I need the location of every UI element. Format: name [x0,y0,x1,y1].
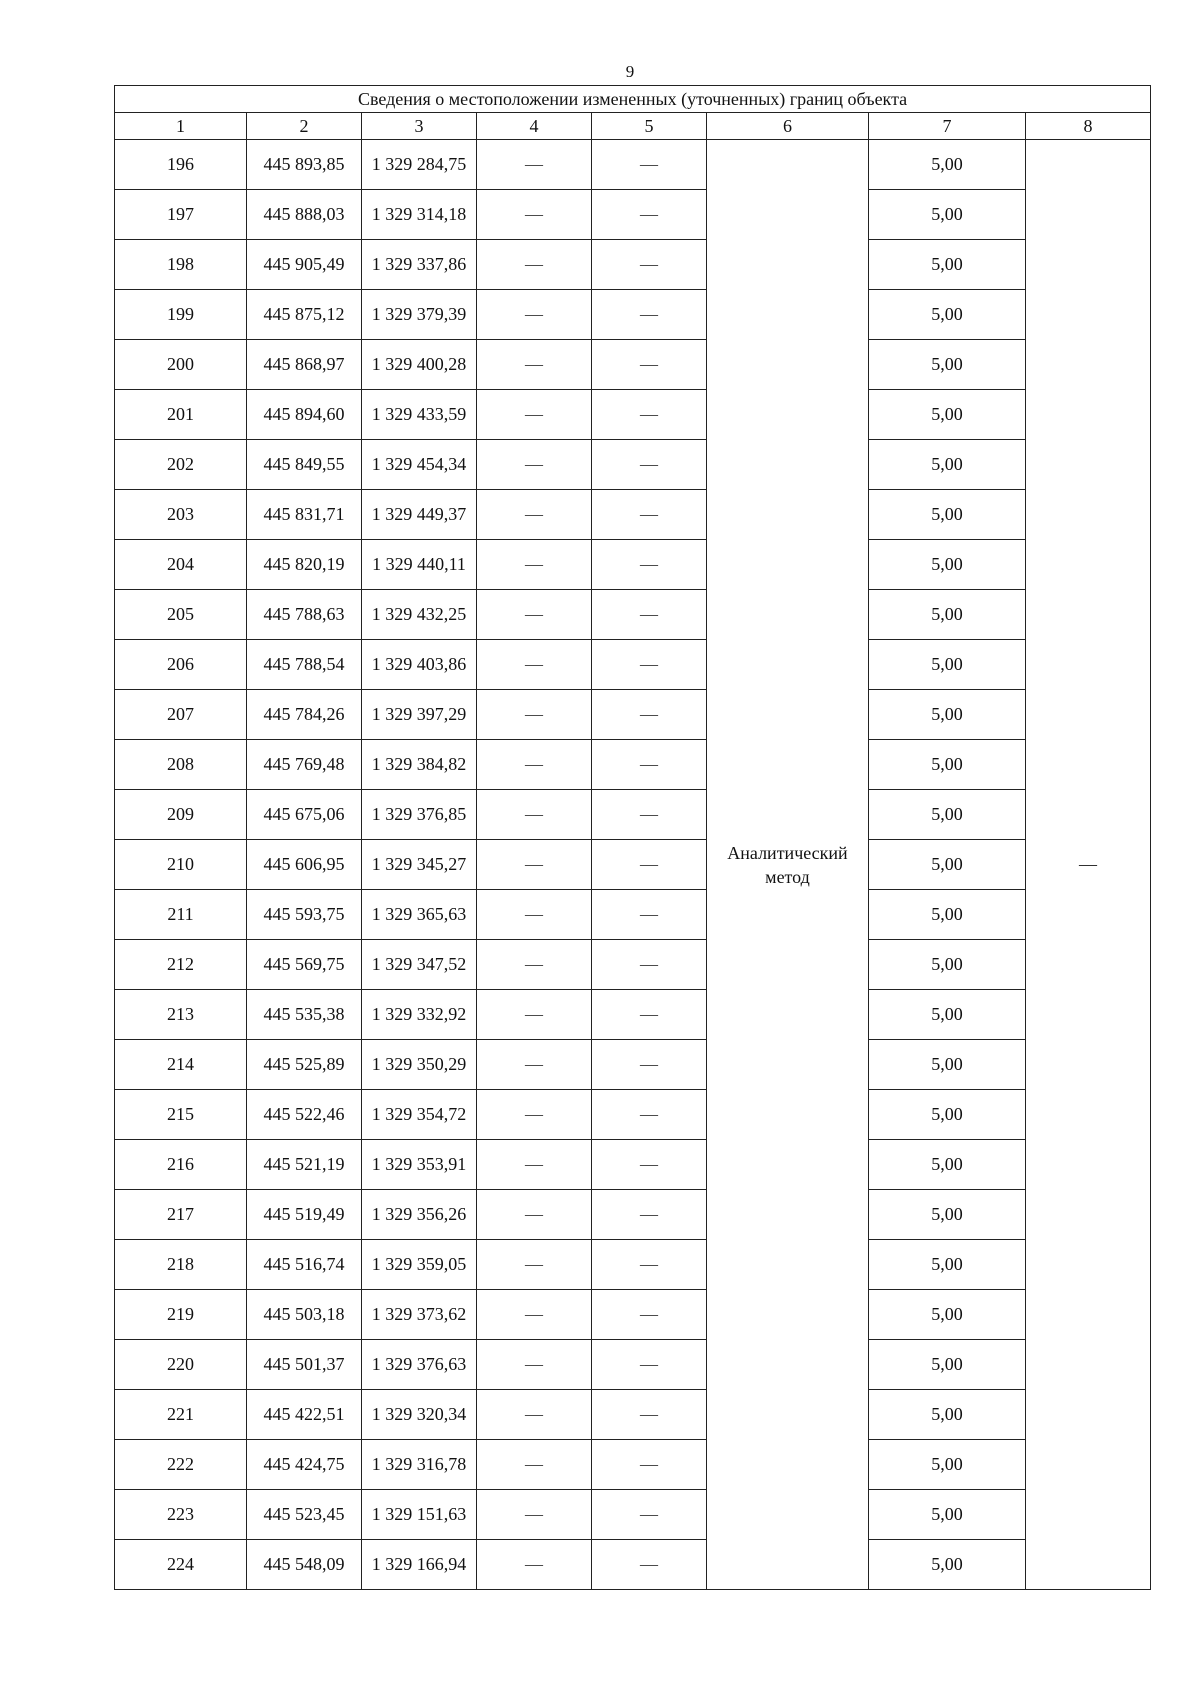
x-coordinate-cell: 445 424,75 [247,1440,362,1490]
x-coordinate-cell: 445 820,19 [247,540,362,590]
y-coordinate-cell: 1 329 345,27 [362,840,477,890]
column-4-cell: — [477,1540,592,1590]
column-4-cell: — [477,390,592,440]
table-row [115,140,1151,190]
table-row [115,690,1151,740]
column-5-cell: — [592,1040,707,1090]
column-5-cell: — [592,190,707,240]
point-number-cell: 213 [115,990,247,1040]
point-number-cell: 196 [115,140,247,190]
x-coordinate-cell: 445 788,54 [247,640,362,690]
point-number-cell: 214 [115,1040,247,1090]
column-number: 2 [247,113,362,140]
accuracy-cell: 5,00 [869,590,1026,640]
column-5-cell: — [592,640,707,690]
table-row [115,540,1151,590]
column-4-cell: — [477,840,592,890]
column-4-cell: — [477,1390,592,1440]
x-coordinate-cell: 445 422,51 [247,1390,362,1440]
table-row [115,990,1151,1040]
table-row [115,1390,1151,1440]
column-5-cell: — [592,1540,707,1590]
point-number-cell: 223 [115,1490,247,1540]
column-5-cell: — [592,490,707,540]
x-coordinate-cell: 445 784,26 [247,690,362,740]
table-row [115,940,1151,990]
column-4-cell: — [477,640,592,690]
x-coordinate-cell: 445 548,09 [247,1540,362,1590]
y-coordinate-cell: 1 329 354,72 [362,1090,477,1140]
accuracy-cell: 5,00 [869,540,1026,590]
y-coordinate-cell: 1 329 353,91 [362,1140,477,1190]
column-4-cell: — [477,1140,592,1190]
column-number-row [115,113,1151,140]
column-4-cell: — [477,490,592,540]
x-coordinate-cell: 445 894,60 [247,390,362,440]
table-body [115,140,1151,1590]
accuracy-cell: 5,00 [869,340,1026,390]
accuracy-cell: 5,00 [869,1140,1026,1190]
point-number-cell: 221 [115,1390,247,1440]
x-coordinate-cell: 445 905,49 [247,240,362,290]
column-4-cell: — [477,440,592,490]
accuracy-cell: 5,00 [869,1040,1026,1090]
accuracy-cell: 5,00 [869,1440,1026,1490]
x-coordinate-cell: 445 523,45 [247,1490,362,1540]
column-number: 5 [592,113,707,140]
column-5-cell: — [592,1340,707,1390]
column-5-cell: — [592,440,707,490]
accuracy-cell: 5,00 [869,1240,1026,1290]
accuracy-cell: 5,00 [869,690,1026,740]
column-5-cell: — [592,540,707,590]
y-coordinate-cell: 1 329 449,37 [362,490,477,540]
table-title: Сведения о местоположении измененных (уточненных) границ объекта [115,86,1151,113]
table-row [115,1290,1151,1340]
column-5-cell: — [592,140,707,190]
accuracy-cell: 5,00 [869,140,1026,190]
y-coordinate-cell: 1 329 337,86 [362,240,477,290]
y-coordinate-cell: 1 329 403,86 [362,640,477,690]
column-5-cell: — [592,990,707,1040]
y-coordinate-cell: 1 329 433,59 [362,390,477,440]
column-4-cell: — [477,340,592,390]
column-number: 3 [362,113,477,140]
table-row [115,840,1151,890]
y-coordinate-cell: 1 329 347,52 [362,940,477,990]
column-5-cell: — [592,840,707,890]
x-coordinate-cell: 445 516,74 [247,1240,362,1290]
accuracy-cell: 5,00 [869,440,1026,490]
accuracy-cell: 5,00 [869,890,1026,940]
column-5-cell: — [592,240,707,290]
column-5-cell: — [592,1440,707,1490]
point-number-cell: 204 [115,540,247,590]
column-4-cell: — [477,140,592,190]
x-coordinate-cell: 445 788,63 [247,590,362,640]
column-5-cell: — [592,940,707,990]
y-coordinate-cell: 1 329 432,25 [362,590,477,640]
accuracy-cell: 5,00 [869,190,1026,240]
x-coordinate-cell: 445 535,38 [247,990,362,1040]
point-number-cell: 211 [115,890,247,940]
y-coordinate-cell: 1 329 440,11 [362,540,477,590]
accuracy-cell: 5,00 [869,1290,1026,1340]
table-row [115,890,1151,940]
column-4-cell: — [477,1290,592,1340]
y-coordinate-cell: 1 329 316,78 [362,1440,477,1490]
y-coordinate-cell: 1 329 379,39 [362,290,477,340]
column-4-cell: — [477,940,592,990]
column-5-cell: — [592,1290,707,1340]
y-coordinate-cell: 1 329 373,62 [362,1290,477,1340]
table-title-row [115,86,1151,113]
point-number-cell: 222 [115,1440,247,1490]
table-row [115,1490,1151,1540]
x-coordinate-cell: 445 501,37 [247,1340,362,1390]
table-row [115,340,1151,390]
table-row [115,1090,1151,1140]
table-row [115,240,1151,290]
column-number: 6 [707,113,869,140]
column-5-cell: — [592,1390,707,1440]
column-5-cell: — [592,1240,707,1290]
table-row [115,590,1151,640]
y-coordinate-cell: 1 329 332,92 [362,990,477,1040]
accuracy-cell: 5,00 [869,1340,1026,1390]
y-coordinate-cell: 1 329 359,05 [362,1240,477,1290]
point-number-cell: 197 [115,190,247,240]
x-coordinate-cell: 445 593,75 [247,890,362,940]
point-number-cell: 202 [115,440,247,490]
accuracy-cell: 5,00 [869,1490,1026,1540]
y-coordinate-cell: 1 329 384,82 [362,740,477,790]
column-4-cell: — [477,740,592,790]
accuracy-cell: 5,00 [869,390,1026,440]
y-coordinate-cell: 1 329 400,28 [362,340,477,390]
accuracy-cell: 5,00 [869,1390,1026,1440]
accuracy-cell: 5,00 [869,490,1026,540]
accuracy-cell: 5,00 [869,1540,1026,1590]
accuracy-cell: 5,00 [869,740,1026,790]
x-coordinate-cell: 445 675,06 [247,790,362,840]
column-4-cell: — [477,290,592,340]
x-coordinate-cell: 445 521,19 [247,1140,362,1190]
y-coordinate-cell: 1 329 376,63 [362,1340,477,1390]
point-number-cell: 205 [115,590,247,640]
column-4-cell: — [477,1090,592,1140]
page-number: 9 [625,62,635,81]
x-coordinate-cell: 445 503,18 [247,1290,362,1340]
column-number: 7 [869,113,1026,140]
accuracy-cell: 5,00 [869,640,1026,690]
y-coordinate-cell: 1 329 166,94 [362,1540,477,1590]
column-4-cell: — [477,890,592,940]
point-number-cell: 220 [115,1340,247,1390]
table-row [115,1140,1151,1190]
table-row [115,1040,1151,1090]
table-row [115,190,1151,240]
x-coordinate-cell: 445 522,46 [247,1090,362,1140]
point-number-cell: 206 [115,640,247,690]
accuracy-cell: 5,00 [869,290,1026,340]
point-number-cell: 217 [115,1190,247,1240]
column-5-cell: — [592,790,707,840]
y-coordinate-cell: 1 329 454,34 [362,440,477,490]
point-number-cell: 200 [115,340,247,390]
column-4-cell: — [477,1190,592,1240]
point-number-cell: 209 [115,790,247,840]
y-coordinate-cell: 1 329 365,63 [362,890,477,940]
y-coordinate-cell: 1 329 350,29 [362,1040,477,1090]
point-number-cell: 203 [115,490,247,540]
x-coordinate-cell: 445 569,75 [247,940,362,990]
column-5-cell: — [592,1190,707,1240]
table-row [115,740,1151,790]
x-coordinate-cell: 445 875,12 [247,290,362,340]
column-8-cell: — [1026,140,1151,1590]
accuracy-cell: 5,00 [869,840,1026,890]
y-coordinate-cell: 1 329 284,75 [362,140,477,190]
accuracy-cell: 5,00 [869,1090,1026,1140]
x-coordinate-cell: 445 831,71 [247,490,362,540]
column-5-cell: — [592,890,707,940]
table-row [115,640,1151,690]
column-4-cell: — [477,690,592,740]
column-number: 4 [477,113,592,140]
column-number: 1 [115,113,247,140]
column-4-cell: — [477,1340,592,1390]
column-4-cell: — [477,1040,592,1090]
point-number-cell: 218 [115,1240,247,1290]
accuracy-cell: 5,00 [869,990,1026,1040]
column-5-cell: — [592,590,707,640]
x-coordinate-cell: 445 519,49 [247,1190,362,1240]
y-coordinate-cell: 1 329 376,85 [362,790,477,840]
column-5-cell: — [592,340,707,390]
method-cell: Аналитический метод [707,140,869,1590]
column-5-cell: — [592,390,707,440]
column-5-cell: — [592,1140,707,1190]
point-number-cell: 199 [115,290,247,340]
column-4-cell: — [477,240,592,290]
table-row [115,1540,1151,1590]
x-coordinate-cell: 445 769,48 [247,740,362,790]
point-number-cell: 201 [115,390,247,440]
table-row [115,790,1151,840]
column-5-cell: — [592,290,707,340]
table-row [115,1240,1151,1290]
point-number-cell: 198 [115,240,247,290]
point-number-cell: 207 [115,690,247,740]
accuracy-cell: 5,00 [869,790,1026,840]
column-4-cell: — [477,1240,592,1290]
column-4-cell: — [477,1490,592,1540]
point-number-cell: 208 [115,740,247,790]
column-4-cell: — [477,790,592,840]
column-5-cell: — [592,690,707,740]
column-4-cell: — [477,190,592,240]
table-row [115,290,1151,340]
y-coordinate-cell: 1 329 151,63 [362,1490,477,1540]
x-coordinate-cell: 445 868,97 [247,340,362,390]
y-coordinate-cell: 1 329 397,29 [362,690,477,740]
point-number-cell: 212 [115,940,247,990]
y-coordinate-cell: 1 329 314,18 [362,190,477,240]
column-4-cell: — [477,540,592,590]
x-coordinate-cell: 445 893,85 [247,140,362,190]
point-number-cell: 216 [115,1140,247,1190]
table-row [115,1190,1151,1240]
x-coordinate-cell: 445 525,89 [247,1040,362,1090]
column-4-cell: — [477,590,592,640]
column-4-cell: — [477,1440,592,1490]
table-row [115,1340,1151,1390]
column-number: 8 [1026,113,1151,140]
point-number-cell: 219 [115,1290,247,1340]
point-number-cell: 224 [115,1540,247,1590]
point-number-cell: 215 [115,1090,247,1140]
table-row [115,440,1151,490]
table-row [115,1440,1151,1490]
x-coordinate-cell: 445 849,55 [247,440,362,490]
x-coordinate-cell: 445 888,03 [247,190,362,240]
y-coordinate-cell: 1 329 320,34 [362,1390,477,1440]
column-4-cell: — [477,990,592,1040]
boundary-coordinates-table [114,85,1151,1590]
point-number-cell: 210 [115,840,247,890]
accuracy-cell: 5,00 [869,940,1026,990]
x-coordinate-cell: 445 606,95 [247,840,362,890]
table-row [115,390,1151,440]
accuracy-cell: 5,00 [869,240,1026,290]
table-row [115,490,1151,540]
column-5-cell: — [592,1490,707,1540]
accuracy-cell: 5,00 [869,1190,1026,1240]
y-coordinate-cell: 1 329 356,26 [362,1190,477,1240]
column-5-cell: — [592,1090,707,1140]
column-5-cell: — [592,740,707,790]
